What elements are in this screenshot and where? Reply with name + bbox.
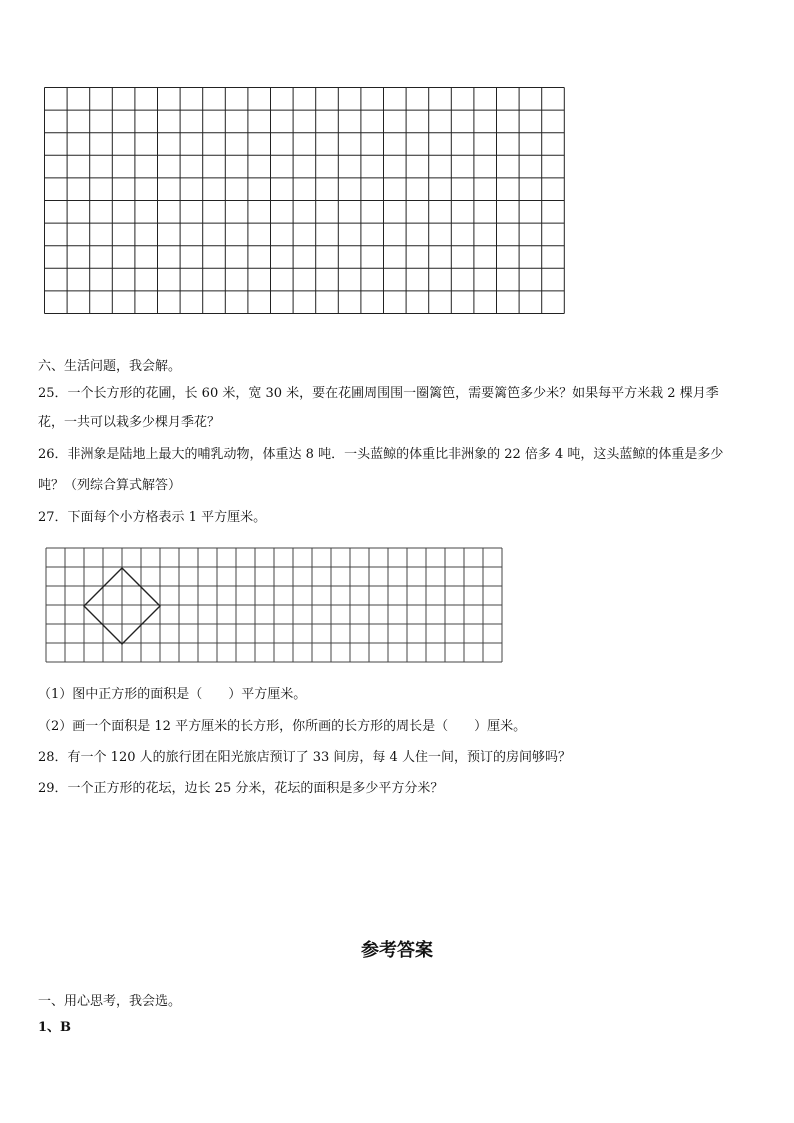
question-26-line-1: 26．非洲象是陆地上最大的哺乳动物，体重达 8 吨．一头蓝鲸的体重比非洲象的 22 倍多 4 吨，这头蓝鲸的体重是多少	[38, 447, 724, 462]
answers-section-1: 一、用心思考，我会选。	[38, 994, 182, 1009]
question-27-line-1: 27．下面每个小方格表示 1 平方厘米。	[38, 510, 267, 525]
question-29: 29．一个正方形的花坛，边长 25 分米，花坛的面积是多少平方分米？	[38, 781, 444, 796]
question-27-sub-2: （2）画一个面积是 12 平方厘米的长方形，你所画的长方形的周长是（ ）厘米。	[38, 719, 527, 734]
answers-title: 参考答案	[361, 940, 433, 961]
question-27-grid	[44, 545, 504, 667]
answer-grid	[44, 87, 568, 315]
question-28: 28．有一个 120 人的旅行团在阳光旅店预订了 33 间房，每 4 人住一间，预订的房间够吗？	[38, 750, 571, 765]
question-27-sub-1: （1）图中正方形的面积是（ ）平方厘米。	[38, 687, 307, 702]
question-25-line-2: 花，一共可以栽多少棵月季花？	[38, 415, 221, 430]
answer-1: 1、B	[38, 1020, 72, 1035]
question-25-line-1: 25．一个长方形的花圃，长 60 米，宽 30 米，要在花圃周围围一圈篱笆，需要篱笆多少米？如果每平方米栽 2 棵月季	[38, 386, 719, 401]
section-6-heading: 六、生活问题，我会解。	[38, 359, 182, 374]
question-26-line-2: 吨？（列综合算式解答）	[38, 478, 182, 493]
